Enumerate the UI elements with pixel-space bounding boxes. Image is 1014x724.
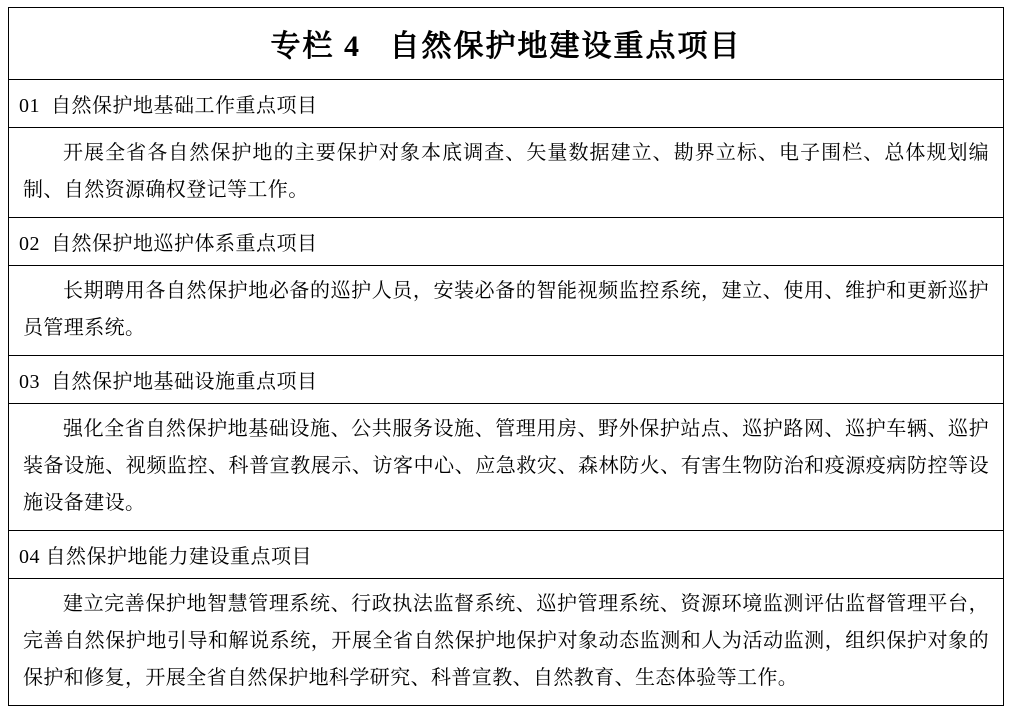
item-heading-02: 02 自然保护地巡护体系重点项目: [9, 218, 1003, 266]
item-body-03: 强化全省自然保护地基础设施、公共服务设施、管理用房、野外保护站点、巡护路网、巡护车辆、巡护装备设施、视频监控、科普宣教展示、访客中心、应急救灾、森林防火、有害生物防治和疫源疫病防控等设施设备建设。: [9, 404, 1003, 531]
item-body-02: 长期聘用各自然保护地必备的巡护人员，安装必备的智能视频监控系统，建立、使用、维护和更新巡护员管理系统。: [9, 266, 1003, 356]
item-body-04: 建立完善保护地智慧管理系统、行政执法监督系统、巡护管理系统、资源环境监测评估监督管理平台，完善自然保护地引导和解说系统，开展全省自然保护地保护对象动态监测和人为活动监测，组织保护对象的保护和修复，开展全省自然保护地科学研究、科普宣教、自然教育、生态体验等工作。: [23, 593, 989, 689]
feature-box-table: [8, 7, 1004, 706]
item-heading-01: 01 自然保护地基础工作重点项目: [9, 80, 1003, 128]
item-body-01: 开展全省各自然保护地的主要保护对象本底调查、矢量数据建立、勘界立标、电子围栏、总体规划编制、自然资源确权登记等工作。: [9, 128, 1003, 218]
page-title: 专栏 4 自然保护地建设重点项目: [270, 30, 742, 63]
item-heading-03: 03 自然保护地基础设施重点项目: [9, 356, 1003, 404]
item-heading-04: 04 自然保护地能力建设重点项目: [9, 531, 1003, 579]
table-title-row: [9, 8, 1003, 80]
